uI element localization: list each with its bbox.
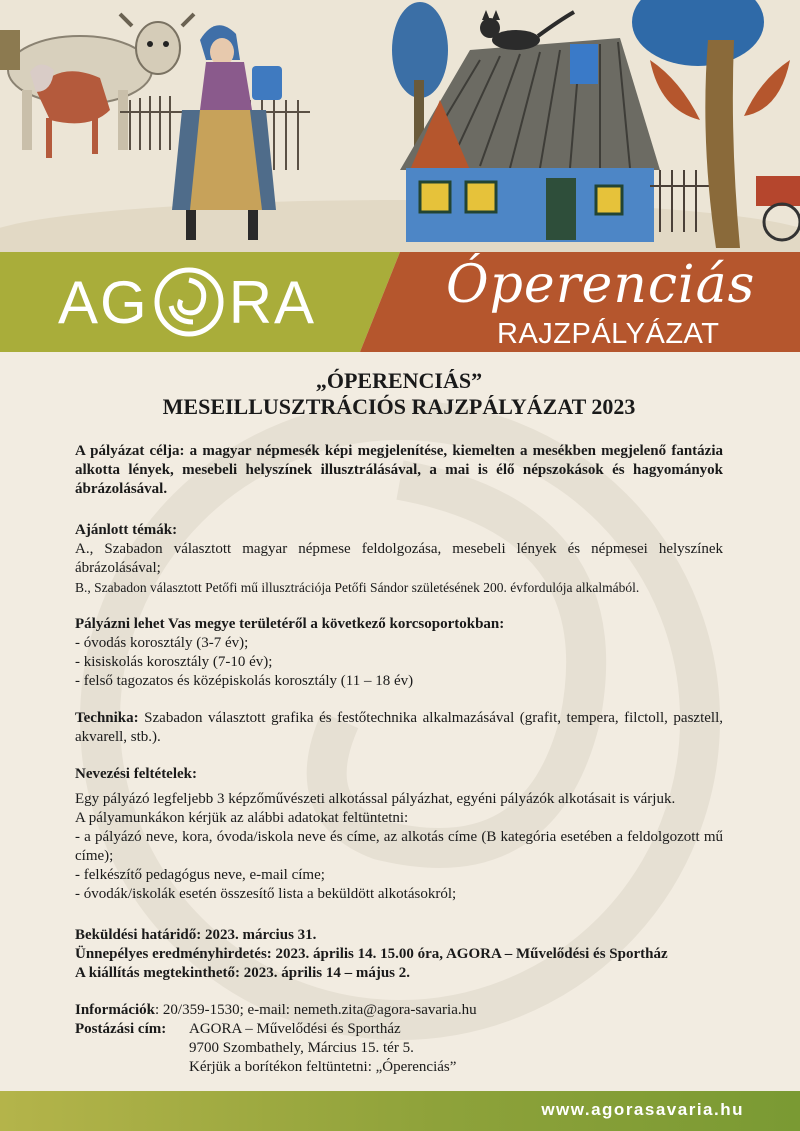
info-text: : 20/359-1530; e-mail: nemeth.zita@agora-savaria.hu xyxy=(155,1002,477,1018)
entry-section xyxy=(75,765,723,904)
entry-line: - felkészítő pedagógus neve, e-mail címe; xyxy=(75,867,325,883)
entry-line: - a pályázó neve, kora, óvoda/iskola neve és címe, az alkotás címe (B kategória esetében a feldolgozott mű címe); xyxy=(75,829,723,864)
themes-section xyxy=(75,521,723,597)
swirl-logo-icon xyxy=(153,266,225,338)
info-line xyxy=(75,1001,723,1020)
postal-label: Postázási cím: xyxy=(75,1021,167,1037)
postal-line-1: AGORA – Művelődési és Sportház xyxy=(189,1021,401,1037)
header-illustration xyxy=(0,0,800,252)
brand-title: Óperenciás xyxy=(446,255,756,315)
competition-aim: A pályázat célja: a magyar népmesék képi megjelenítése, kiemelten a mesékben megjelenő fantázia alkotta lények, mesebeli helyszínek illusztrálásával, a mai is élő népszokások és hagyományok ábrázolásával. xyxy=(75,443,723,497)
dates-section xyxy=(75,926,723,983)
categories-section xyxy=(75,615,723,691)
announcement-body xyxy=(75,368,723,1077)
theme-a: A., Szabadon választott magyar népmese feldolgozása, mesebeli lények és népmesei helyszínek ábrázolásával; xyxy=(75,541,723,576)
entry-heading: Nevezési feltételek: xyxy=(75,766,198,782)
themes-heading: Ajánlott témák: xyxy=(75,522,178,538)
postal-line-3: Kérjük a borítékon feltüntetni: „Óperenciás” xyxy=(189,1059,457,1075)
logo-text-right: RA xyxy=(228,268,317,336)
technique-label: Technika: xyxy=(75,710,139,726)
entry-line: - óvodák/iskolák esetén összesítő lista a beküldött alkotásokról; xyxy=(75,886,457,902)
postal-line-2: 9700 Szombathely, Március 15. tér 5. xyxy=(189,1040,414,1056)
entry-line: A pályamunkákon kérjük az alábbi adatokat feltüntetni: xyxy=(75,810,409,826)
contact-section xyxy=(75,1001,723,1077)
exhibition-date: A kiállítás megtekinthető: 2023. április 14 – május 2. xyxy=(75,965,411,981)
brand-subtitle: RAJZPÁLYÁZAT xyxy=(497,318,720,350)
agora-logo xyxy=(58,262,316,342)
website-link[interactable]: www.agorasavaria.hu xyxy=(541,1100,744,1119)
category-item: - óvodás korosztály (3-7 év); xyxy=(75,635,249,651)
announcement-date: Ünnepélyes eredményhirdetés: 2023. április 14. 15.00 óra, AGORA – Művelődési és Sportház xyxy=(75,946,668,962)
theme-b: B., Szabadon választott Petőfi mű illusztrációja Petőfi Sándor születésének 200. évfordulója alkalmából. xyxy=(75,580,640,595)
technique-section xyxy=(75,709,723,747)
category-item: - kisiskolás korosztály (7-10 év); xyxy=(75,654,273,670)
page-title xyxy=(75,368,723,420)
title-line-1: „ÓPERENCIÁS” xyxy=(315,368,483,393)
folk-tale-illustration xyxy=(0,0,800,252)
entry-line: Egy pályázó legfeljebb 3 képzőművészeti alkotással pályázhat, egyéni pályázók alkotásait is várjuk. xyxy=(75,791,676,807)
category-item: - felső tagozatos és középiskolás korosztály (11 – 18 év) xyxy=(75,673,414,689)
logo-text-left: AG xyxy=(58,268,149,336)
technique-text: Szabadon választott grafika és festőtechnika alkalmazásával (grafit, tempera, filctoll, pasztell, akvarell, stb.). xyxy=(75,710,723,745)
categories-heading: Pályázni lehet Vas megye területéről a következő korcsoportokban: xyxy=(75,616,505,632)
deadline: Beküldési határidő: 2023. március 31. xyxy=(75,927,317,943)
title-line-2: MESEILLUSZTRÁCIÓS RAJZPÁLYÁZAT 2023 xyxy=(162,394,636,419)
info-label: Információk xyxy=(75,1002,155,1018)
